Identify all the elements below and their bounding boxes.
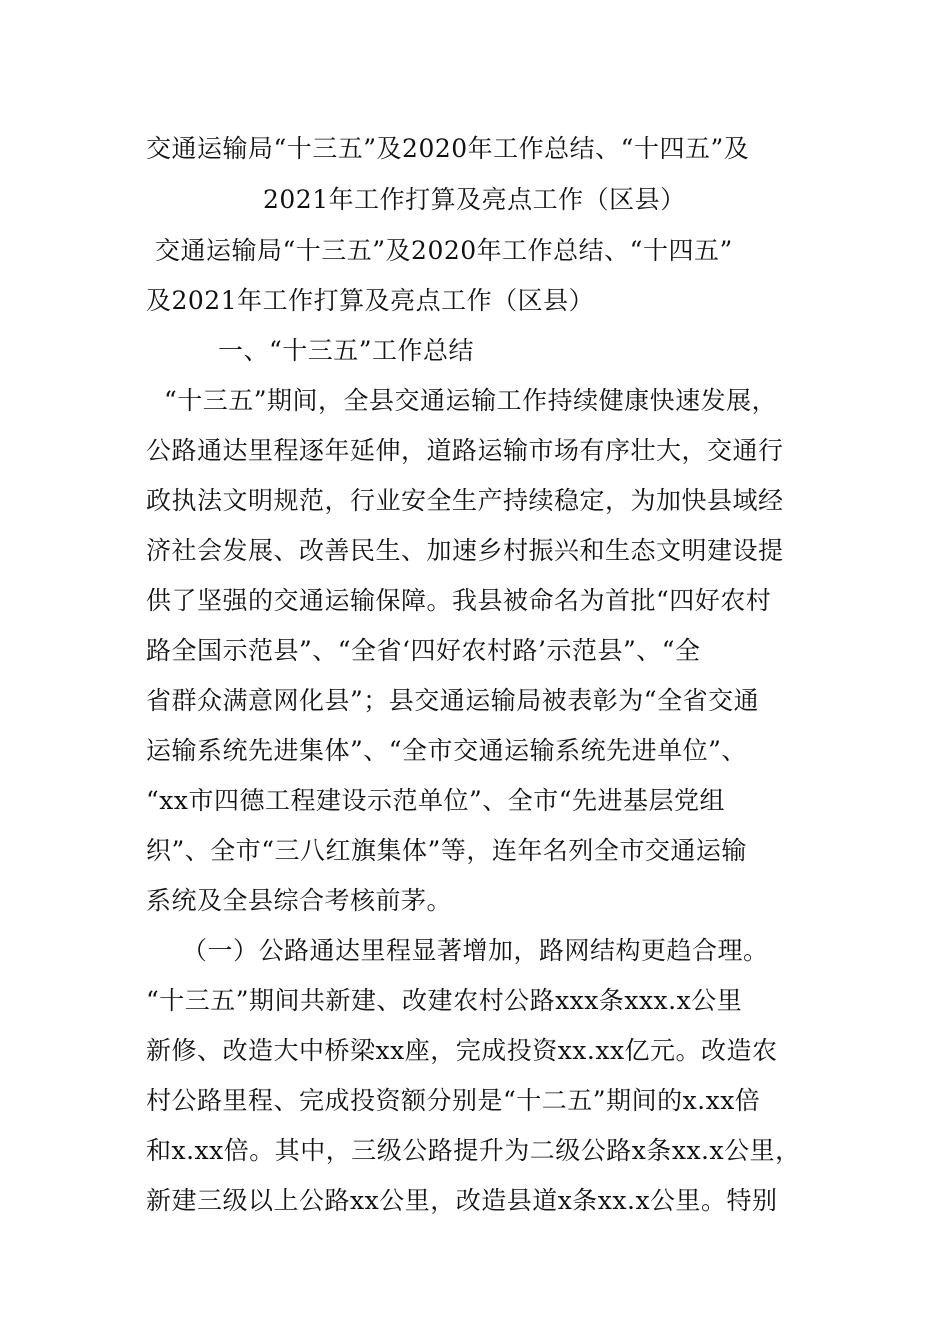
document-title-line-1: 交通运输局“十三五”及2020年工作总结、“十四五”及 [146,134,750,163]
paragraph-1-line: 系统及全县综合考核前茅。 [146,886,453,915]
paragraph-1-line: “十三五”期间，全县交通运输工作持续健康快速发展， [164,386,778,415]
section-heading: 一、“十三五”工作总结 [218,336,475,365]
paragraph-1-line: 济社会发展、改善民生、加速乡村振兴和生态文明建设提 [146,536,784,565]
paragraph-1-line: 运输系统先进集体”、“全市交通运输系统先进单位”、 [146,736,747,765]
document-subtitle-line-1: 交通运输局“十三五”及2020年工作总结、“十四五” [155,236,733,265]
document-subtitle-line-2: 及2021年工作打算及亮点工作（区县） [146,286,595,315]
paragraph-2-line: 新修、改造大中桥梁xx座，完成投资xx.xx亿元。改造农 [146,1036,778,1065]
paragraph-1-line: 省群众满意网化县”；县交通运输局被表彰为“全省交通 [146,686,760,715]
paragraph-1-line: 公路通达里程逐年延伸，道路运输市场有序壮大，交通行 [146,436,784,465]
document-title-line-2: 2021年工作打算及亮点工作（区县） [263,185,686,214]
paragraph-1-line: 织”、全市“三八红旗集体”等，连年名列全市交通运输 [146,836,747,865]
paragraph-1-line: 政执法文明规范，行业安全生产持续稳定，为加快县域经 [146,486,784,515]
paragraph-2-line: （一）公路通达里程显著增加，路网结构更趋合理。 [182,936,769,965]
paragraph-1-line: 供了坚强的交通运输保障。我县被命名为首批“四好农村 [146,586,772,615]
paragraph-2-line: “十三五”期间共新建、改建农村公路xxx条xxx.x公里 [146,986,743,1015]
paragraph-2-line: 新建三级以上公路xx公里，改造县道x条xx.x公里。特别 [146,1186,778,1215]
paragraph-2-line: 和x.xx倍。其中，三级公路提升为二级公路x条xx.x公里， [146,1136,801,1165]
paragraph-1-line: 路全国示范县”、“全省‘四好农村路’示范县”、“全 [146,636,701,665]
paragraph-1-line: “xx市四德工程建设示范单位”、全市“先进基层党组 [146,786,726,815]
paragraph-2-line: 村公路里程、完成投资额分别是“十二五”期间的x.xx倍 [146,1086,761,1115]
